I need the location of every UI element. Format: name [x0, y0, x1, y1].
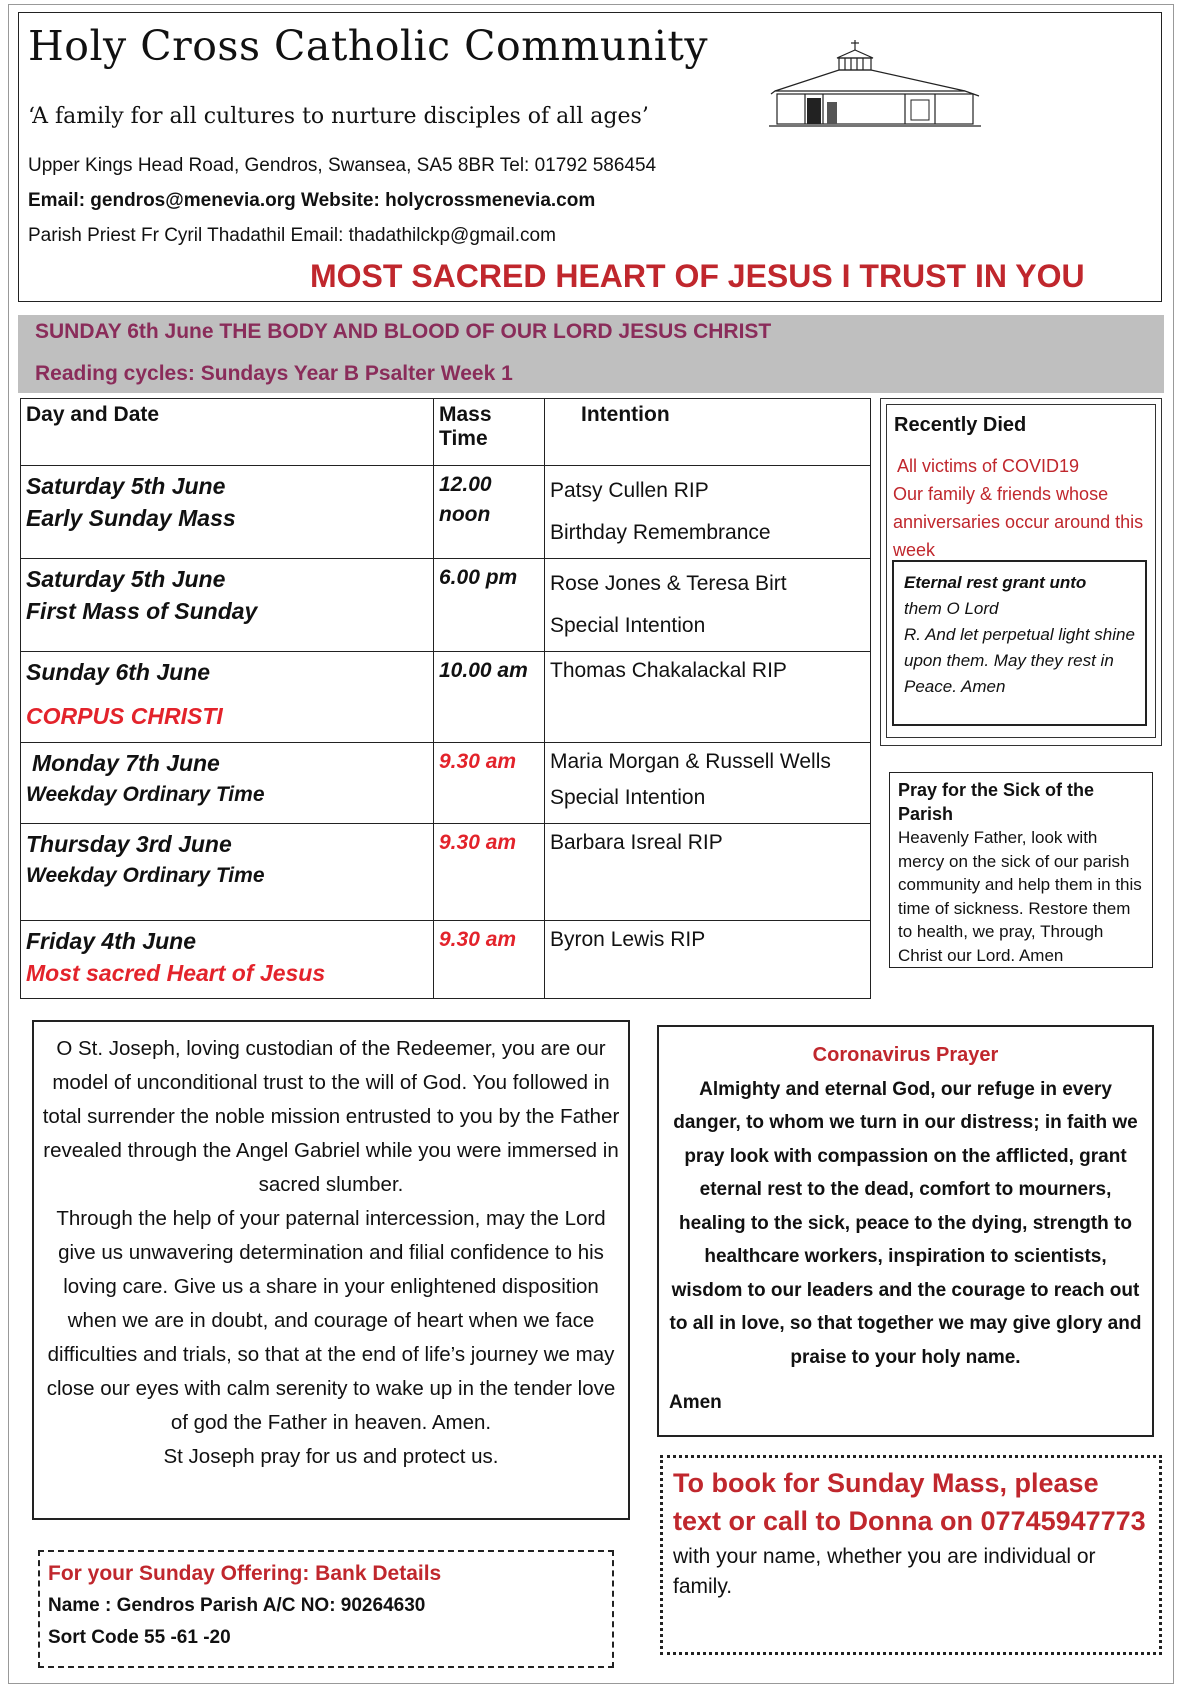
day-sub: CORPUS CHRISTI: [26, 703, 223, 729]
coronavirus-title: Coronavirus Prayer: [812, 1044, 999, 1066]
joseph-para3: St Joseph pray for us and protect us.: [163, 1445, 499, 1468]
intention-1: Patsy Cullen RIP: [550, 479, 709, 502]
table-row: [21, 824, 871, 921]
sick-prayer-text: Heavenly Father, look with mercy on the sick of our parish community and help them in this time of sickness. Restore them to health, we pray, Through Christ our Lord. Amen: [898, 828, 1142, 965]
booking-box: [660, 1455, 1162, 1655]
offering-sort-code: Sort Code 55 -61 -20: [48, 1627, 231, 1648]
day-cell: [21, 743, 434, 824]
time-cell: 10.00 am: [434, 652, 545, 743]
time-cell: 6.00 pm: [434, 559, 545, 652]
intention-1: Thomas Chakalackal RIP: [550, 659, 787, 682]
sacred-heart-banner: MOST SACRED HEART OF JESUS I TRUST IN YOU: [310, 258, 1085, 294]
day-sub: Early Sunday Mass: [26, 505, 236, 531]
eternal-rest-response: R. And let perpetual light shine upon them. May they rest in Peace. Amen: [904, 625, 1135, 696]
header-time: Mass Time: [434, 399, 545, 466]
intention-2: Birthday Remembrance: [550, 521, 771, 544]
covid-victims: All victims of COVID19: [897, 456, 1080, 476]
table-row: [21, 921, 871, 999]
table-header-row: [21, 399, 871, 466]
sick-prayer-title: Pray for the Sick of the Parish: [898, 780, 1095, 824]
page-title: Holy Cross Catholic Community: [28, 22, 708, 70]
table-row: [21, 466, 871, 559]
email-line: Email: gendros@menevia.org Website: holycrossmenevia.com: [28, 190, 596, 211]
offering-title: For your Sunday Offering: Bank Details: [48, 1562, 442, 1585]
intention-1: Barbara Isreal RIP: [550, 831, 723, 854]
day-sub: Weekday Ordinary Time: [26, 783, 265, 806]
reading-cycle: Reading cycles: Sundays Year B Psalter Week 1: [35, 362, 513, 385]
time-cell: 12.00 noon: [434, 466, 545, 559]
table-row: [21, 652, 871, 743]
intention-cell: [545, 559, 871, 652]
time-cell: 9.30 am: [434, 921, 545, 999]
motto: ‘A family for all cultures to nurture disciples of all ages’: [28, 104, 649, 129]
day-label: Sunday 6th June: [26, 659, 211, 685]
intention-1: Byron Lewis RIP: [550, 928, 706, 951]
anniversaries: Our family & friends whose anniversaries occur around this week: [893, 484, 1144, 560]
eternal-rest-box: [892, 560, 1147, 726]
joseph-para2: Through the help of your paternal intercession, may the Lord give us unwavering determination and filial confidence to his loving care. Give us a share in your enlightened disposition when we are in doubt, and courage of heart when we face difficulties and trials, so that at the end of life’s journey we may close our eyes with calm serenity to wake up in the tender love of god the Father in heaven. Amen.: [46, 1207, 616, 1434]
address: Upper Kings Head Road, Gendros, Swansea, SA5 8BR Tel: 01792 586454: [28, 155, 657, 176]
intention-cell: [545, 466, 871, 559]
recently-died-text: [893, 452, 1148, 564]
intention-1: Maria Morgan & Russell Wells: [550, 750, 831, 773]
day-cell: [21, 559, 434, 652]
sunday-title: SUNDAY 6th June THE BODY AND BLOOD OF OUR LORD JESUS CHRIST: [35, 320, 772, 343]
intention-cell: [545, 921, 871, 999]
time-cell: 9.30 am: [434, 743, 545, 824]
day-label: Monday 7th June: [32, 750, 220, 776]
eternal-rest-line2: them O Lord: [904, 599, 999, 618]
day-label: Saturday 5th June: [26, 566, 226, 592]
header-day: Day and Date: [21, 399, 434, 466]
day-label: Thursday 3rd June: [26, 831, 232, 857]
sick-prayer-box: [889, 772, 1153, 968]
header-intention: Intention: [545, 399, 871, 466]
priest-line: Parish Priest Fr Cyril Thadathil Email: thadathilckp@gmail.com: [28, 225, 556, 246]
day-sub: Weekday Ordinary Time: [26, 864, 265, 887]
intention-2: Special Intention: [550, 614, 706, 637]
day-label: Friday 4th June: [26, 928, 196, 954]
day-cell: [21, 824, 434, 921]
joseph-para1: O St. Joseph, loving custodian of the Redeemer, you are our model of unconditional trust to the will of God. You followed in total surrender the noble mission entrusted to you by the Father revealed through the Angel Gabriel while you were immersed in sacred slumber.: [42, 1037, 620, 1196]
coronavirus-amen: Amen: [669, 1392, 722, 1413]
church-icon: [765, 36, 985, 132]
table-row: [21, 743, 871, 824]
offering-box: [38, 1550, 614, 1668]
coronavirus-prayer: [657, 1025, 1154, 1437]
intention-cell: [545, 824, 871, 921]
intention-cell: [545, 652, 871, 743]
intention-1: Rose Jones & Teresa Birt: [550, 572, 787, 595]
table-row: [21, 559, 871, 652]
day-cell: [21, 466, 434, 559]
intention-2: Special Intention: [550, 786, 706, 809]
day-cell: [21, 921, 434, 999]
day-cell: [21, 652, 434, 743]
time-cell: 9.30 am: [434, 824, 545, 921]
day-sub: First Mass of Sunday: [26, 598, 258, 624]
offering-account: Name : Gendros Parish A/C NO: 90264630: [48, 1595, 426, 1616]
booking-text: with your name, whether you are individual or family.: [673, 1545, 1096, 1598]
eternal-rest-line1: Eternal rest grant unto: [904, 573, 1087, 592]
mass-schedule-table: [20, 398, 871, 999]
recently-died-title: Recently Died: [894, 414, 1027, 436]
day-sub: Most sacred Heart of Jesus: [26, 960, 326, 986]
intention-cell: [545, 743, 871, 824]
st-joseph-prayer: [32, 1020, 630, 1520]
booking-headline: To book for Sunday Mass, please text or call to Donna on 07745947773: [673, 1468, 1146, 1536]
day-label: Saturday 5th June: [26, 473, 226, 499]
coronavirus-text: Almighty and eternal God, our refuge in every danger, to whom we turn in our distress; in faith we pray look with compassion on the afflicted, grant eternal rest to the dead, comfort to mourners, healing to the sick, peace to the dying, strength to healthcare workers, inspiration to scientists, wisdom to our leaders and the courage to reach out to all in love, so that together we may give glory and praise to your holy name.: [669, 1078, 1142, 1368]
